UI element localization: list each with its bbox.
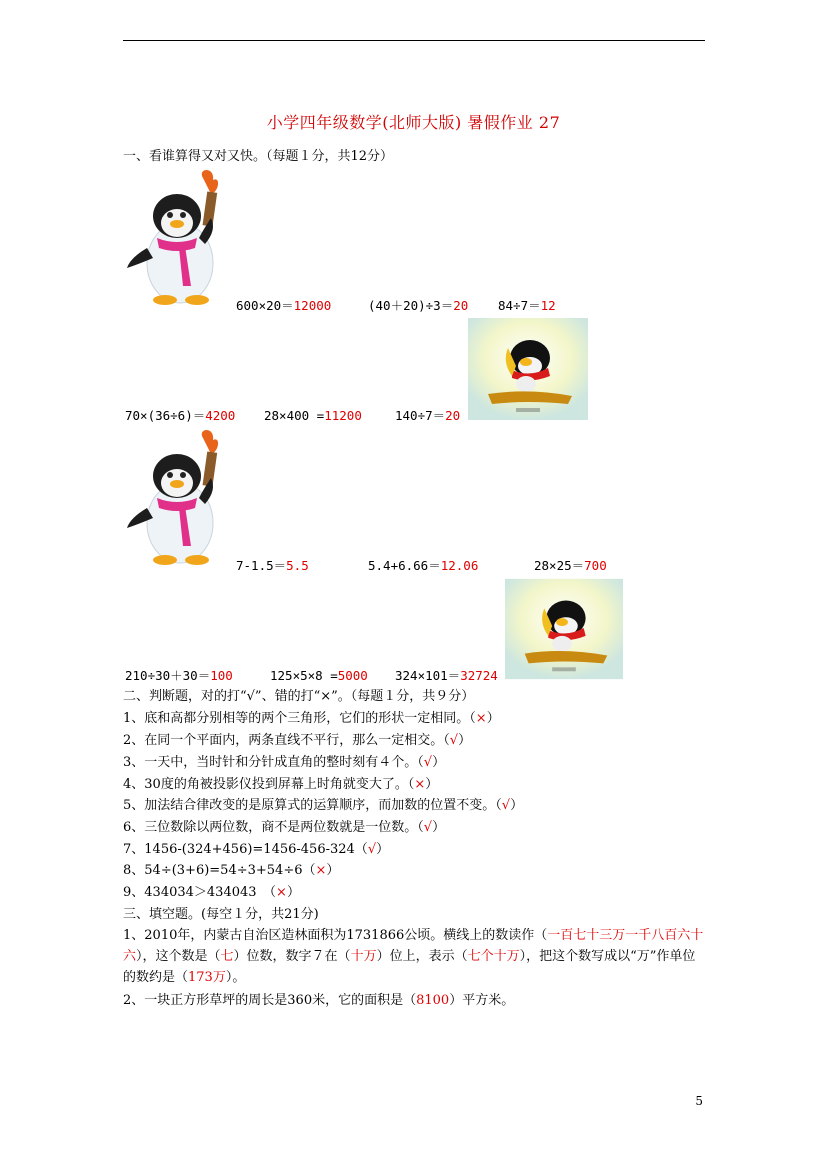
penguin-torch-image: [125, 168, 230, 308]
judgement-item: 3、一天中，当时针和分针成直角的整时刻有４个。（√）: [123, 755, 446, 770]
equation: 70×(36÷6)＝4200: [125, 408, 236, 423]
equation: 600×20＝12000: [236, 298, 332, 313]
equation: 5.4+6.66＝12.06: [368, 558, 479, 573]
equation: 140÷7＝20: [395, 408, 461, 423]
equation: 84÷7＝12: [498, 298, 556, 313]
fill-blank-question-2: 2、一块正方形草坪的周长是360米，它的面积是（8100）平方米。: [123, 993, 515, 1008]
judgement-item: 5、加法结合律改变的是原算式的运算顺序，而加数的位置不变。（√）: [123, 798, 524, 813]
equation: 28×25＝700: [534, 558, 607, 573]
section2-heading: 二、判断题，对的打“√”、错的打“×”。（每题１分，共９分）: [123, 689, 475, 704]
penguin-torch-image: [125, 428, 230, 568]
section3-heading: 三、填空题。(每空１分，共21分): [123, 907, 319, 922]
equation: 28×400 =11200: [264, 408, 362, 423]
equation: 210÷30＋30＝100: [125, 668, 233, 683]
judgement-item: 2、在同一个平面内，两条直线不平行，那么一定相交。（√）: [123, 733, 472, 748]
judgement-item: 7、1456-(324+456)=1456-456-324（√）: [123, 842, 390, 857]
page-title: 小学四年级数学(北师大版) 暑假作业 27: [266, 113, 561, 132]
equation: (40＋20)÷3＝20: [368, 298, 469, 313]
qq-penguin-skateboard-image: [468, 318, 588, 420]
section1-heading: 一、看谁算得又对又快。（每题１分，共12分）: [123, 149, 394, 164]
header-rule: [123, 40, 705, 41]
judgement-item: 9、434034＞434043 （×）: [123, 885, 300, 900]
judgement-item: 4、30度的角被投影仪投到屏幕上时角就变大了。（×）: [123, 777, 439, 792]
judgement-item: 6、三位数除以两位数，商不是两位数就是一位数。（√）: [123, 820, 446, 835]
equation: 7-1.5＝5.5: [236, 558, 309, 573]
equation: 125×5×8 =5000: [270, 668, 368, 683]
fill-blank-question-1: 1、2010年，内蒙古自治区造林面积为1731866公顷。横线上的数读作（一百七十三万一千八百六十六），这个数是（七）位数，数字７在（十万）位上，表示（七个十万），把这个数写成以“万”作单位的数约是（173万）。: [123, 928, 704, 985]
judgement-item: 8、54÷(3+6)=54÷3+54÷6（×）: [123, 863, 340, 878]
equation: 324×101＝32724: [395, 668, 498, 683]
qq-penguin-skateboard-image: [505, 578, 623, 680]
page-number: 5: [695, 1094, 703, 1108]
judgement-item: 1、底和高都分别相等的两个三角形，它们的形状一定相同。（×）: [123, 711, 500, 726]
